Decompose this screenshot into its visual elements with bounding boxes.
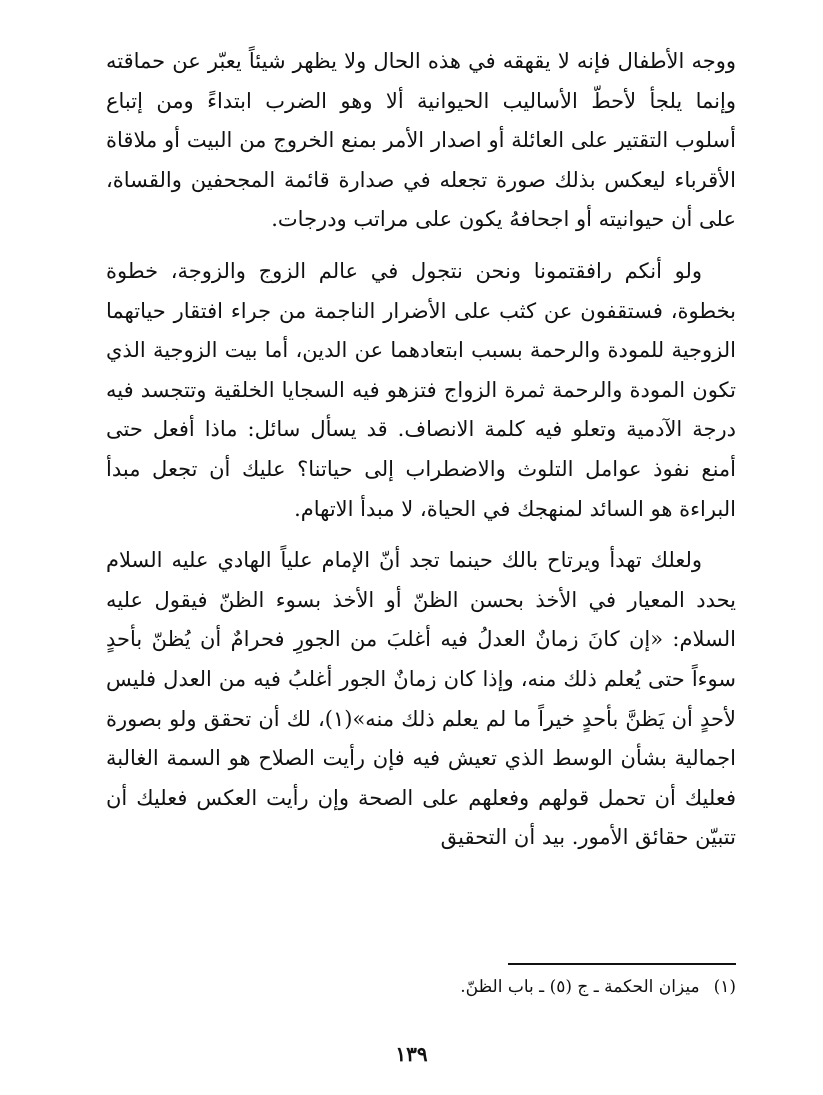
page-number: ١٣٩ [395, 1042, 428, 1066]
paragraph-3: ولعلك تهدأ ويرتاح بالك حينما تجد أنّ الإمام علياً الهادي عليه السلام يحدد المعيار في الأخذ بحسن الظنّ أو الأخذ بسوء الظنّ فيقول عليه السلام: «إن كانَ زمانٌ العدلُ فيه أغلبَ من الجورِ فحرامٌ أن يُظنّ بأحدٍ سوءاً حتى يُعلم ذلك منه، وإذا كان زمانٌ الجور أغلبُ فيه من العدل فليس لأحدٍ أن يَظنَّ بأحدٍ خيراً ما لم يعلم ذلك منه»(١)، لك أن تحقق ولو بصورة اجمالية بشأن الوسط الذي تعيش فيه فإن رأيت الصلاح هو السمة الغالبة فعليك أن تحمل قولهم وفعلهم على الصحة وإن رأيت العكس فعليك أن تتبيّن حقائق الأمور. بيد أن التحقيق [106, 548, 736, 850]
paragraph-1: ووجه الأطفال فإنه لا يقهقه في هذه الحال ولا يظهر شيئاً يعبّر عن حماقته وإنما يلجأ لأحطّ الأساليب الحيوانية ألا وهو الضرب ابتداءً ومن إتباع أسلوب التقتير على العائلة أو اصدار الأمر بمنع الخروج من البيت أو ملاقاة الأقرباء ليعكس بذلك صورة تجعله في صدارة قائمة المجحفين والقساة، على أن حيوانيته أو اجحافهُ يكون على مراتب ودرجات. [106, 49, 736, 232]
footnote-number: (١) [713, 977, 736, 997]
footnote-divider [508, 963, 736, 965]
body-text [106, 42, 736, 858]
paragraph-2: ولو أنكم رافقتمونا ونحن نتجول في عالم الزوج والزوجة، خطوة بخطوة، فستقفون عن كثب على الأضرار الناجمة من جراء افتقار حياتهما الزوجية للمودة والرحمة بسبب ابتعادهما عن الدين، أما بيت الزوجية الذي تكون المودة والرحمة ثمرة الزواج فتزهو فيه السجايا الخلقية وتتجسد فيه درجة الآدمية وتعلو فيه كلمة الانصاف. قد يسأل سائل: ماذا أفعل حتى أمنع نفوذ عوامل التلوث والاضطراب إلى حياتنا؟ عليك أن تجعل مبدأ البراءة هو السائد لمنهجك في الحياة، لا مبدأ الاتهام. [106, 258, 736, 521]
footnote-text: ميزان الحكمة ـ ج (٥) ـ باب الظنّ. [460, 977, 700, 997]
footnote [300, 974, 736, 1000]
